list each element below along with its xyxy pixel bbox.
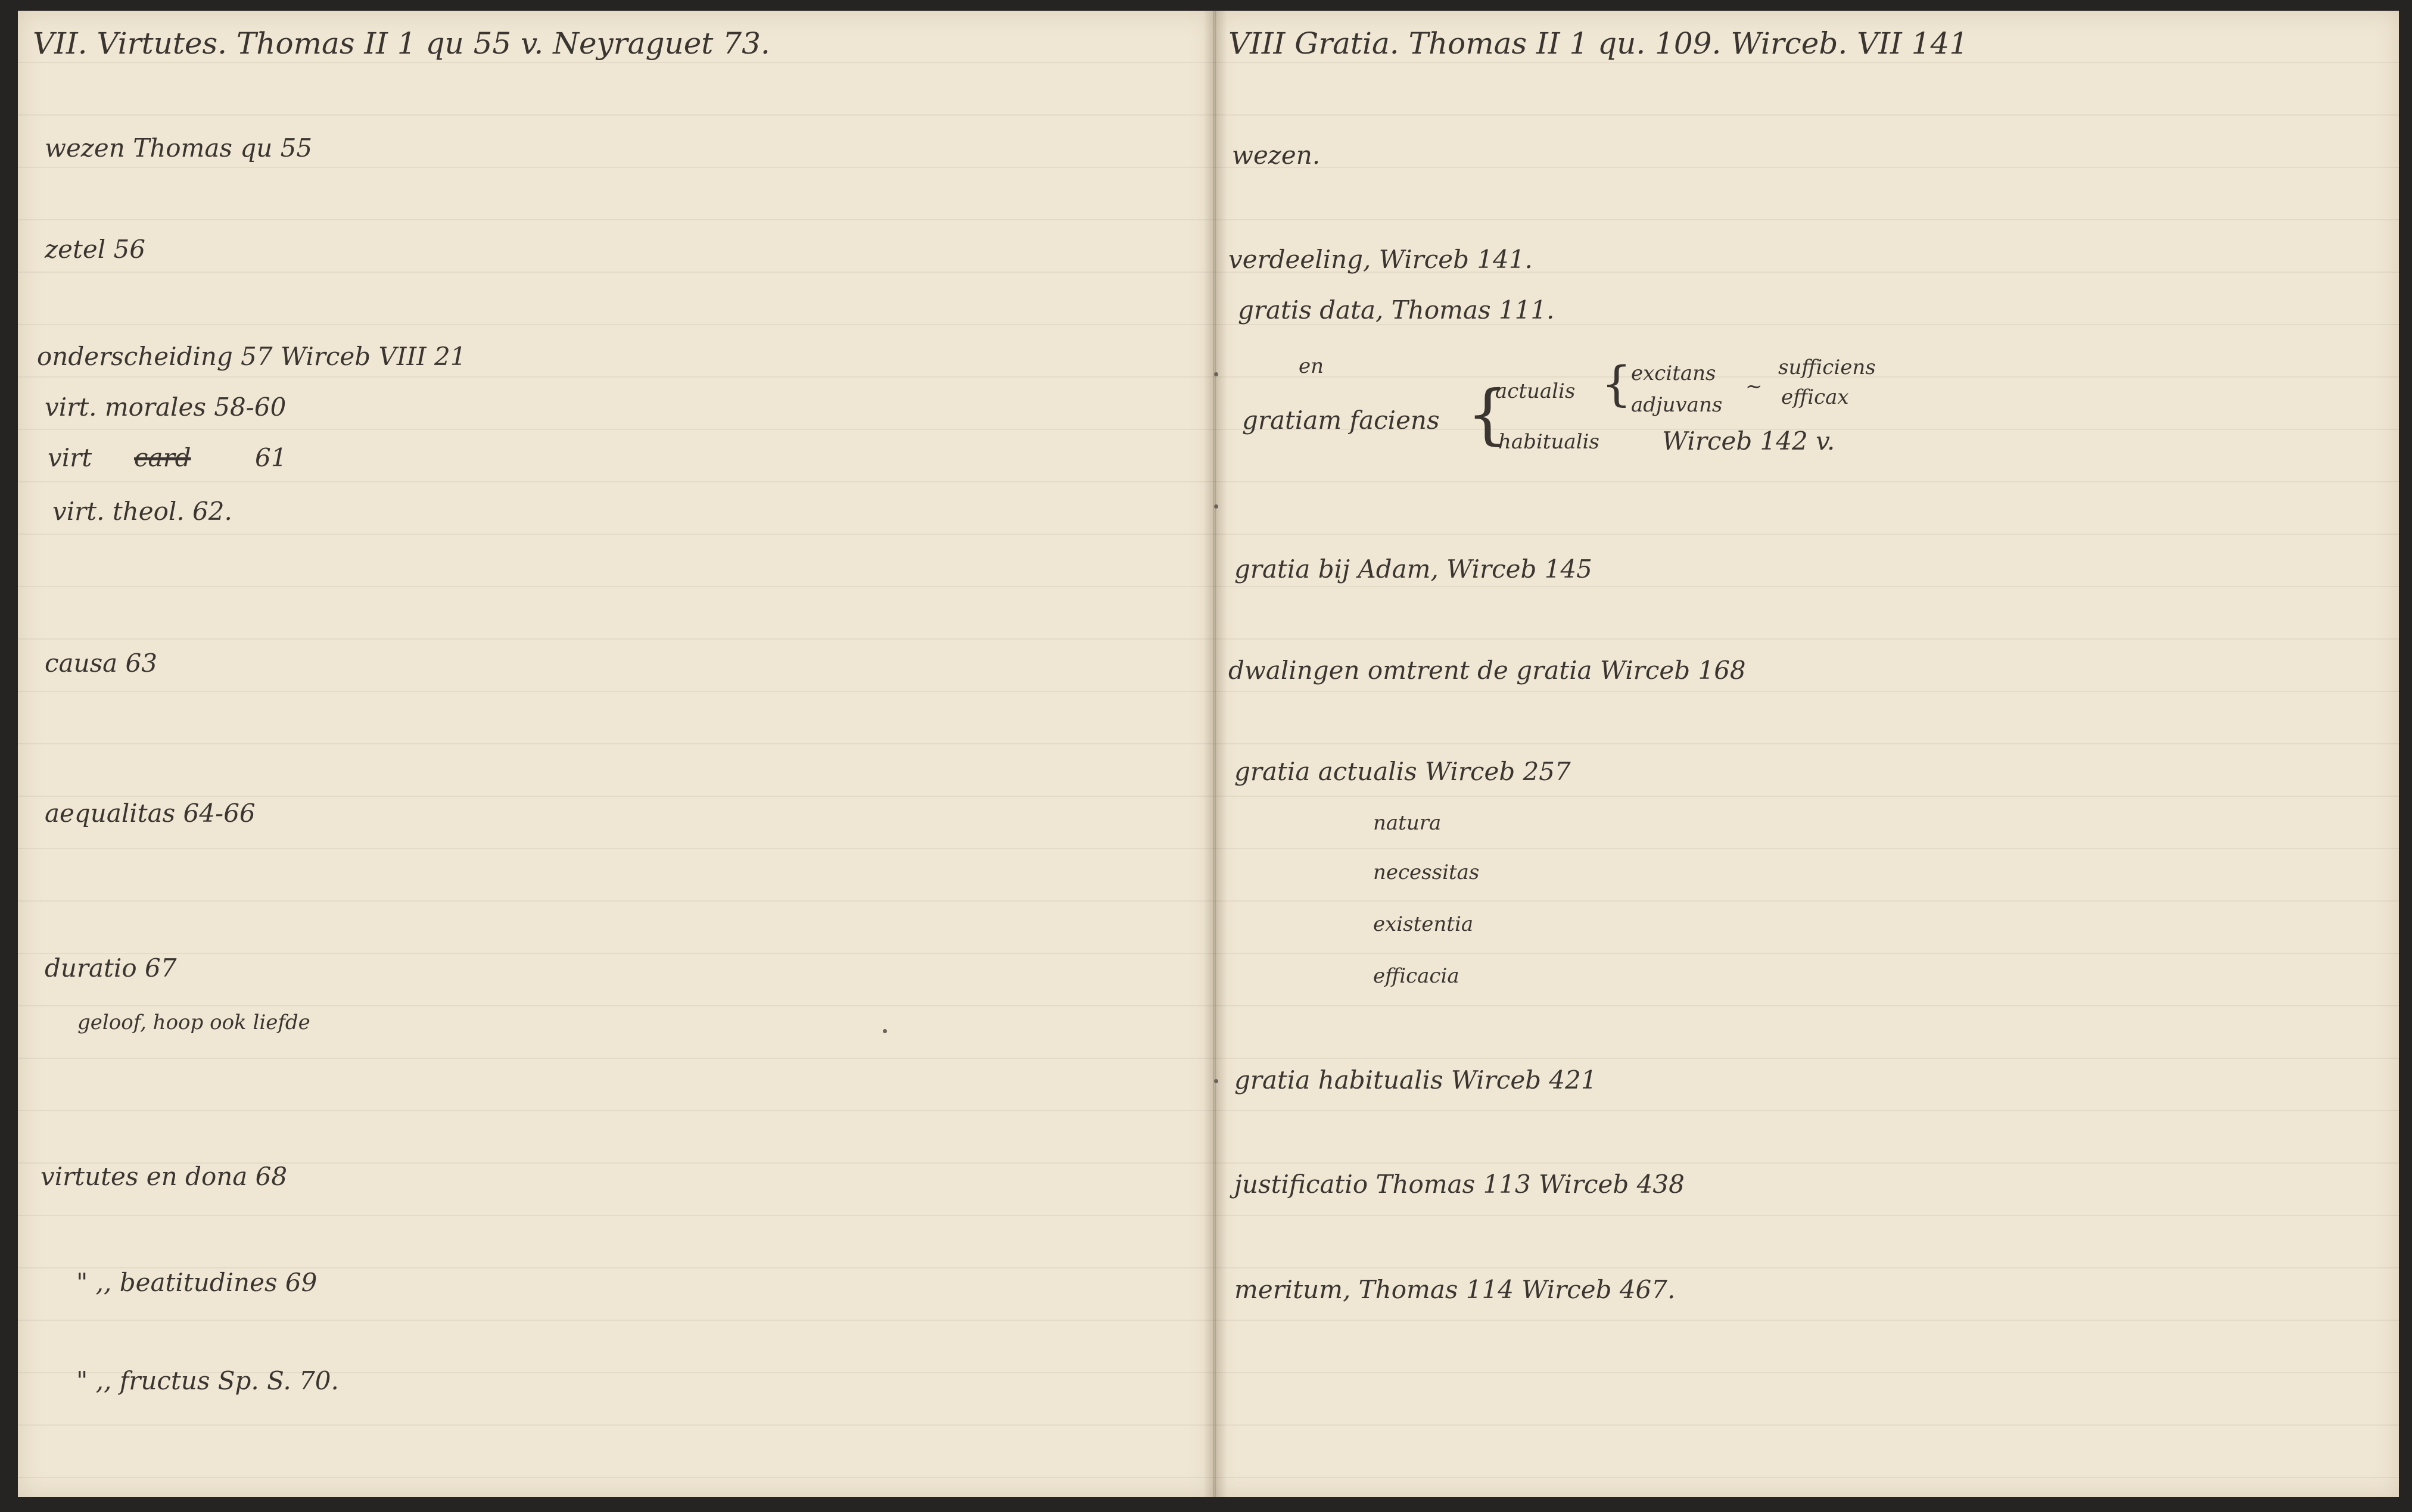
note-line: efficax	[1781, 385, 1849, 409]
note-line: virtutes en dona 68	[41, 1162, 288, 1191]
note-line: existentia	[1373, 912, 1474, 936]
note-line: meritum, Thomas 114 Wirceb 467.	[1234, 1275, 1676, 1304]
note-line: gratiam faciens	[1242, 406, 1440, 435]
binding-hole	[1214, 504, 1218, 509]
note-line: wezen Thomas qu 55	[45, 133, 313, 163]
note-line: gratia habitualis Wirceb 421	[1234, 1065, 1597, 1095]
note-line: wezen.	[1232, 141, 1321, 170]
note-line: geloof, hoop ook liefde	[77, 1011, 310, 1034]
note-line: dwalingen omtrent de gratia Wirceb 168	[1228, 656, 1746, 685]
note-line: efficacia	[1373, 964, 1459, 988]
note-line: verdeeling, Wirceb 141.	[1228, 245, 1533, 274]
note-line: gratia actualis Wirceb 257	[1234, 757, 1571, 786]
note-line: Wirceb 142 v.	[1662, 426, 1835, 456]
note-line: en	[1299, 354, 1324, 378]
note-line: habitualis	[1498, 430, 1599, 454]
note-line: zetel 56	[45, 235, 145, 264]
note-line: excitans	[1631, 361, 1716, 385]
brace-inner: {	[1601, 356, 1632, 411]
note-line: actualis	[1495, 379, 1576, 403]
note-line: causa 63	[45, 649, 157, 678]
note-line: gratis data, Thomas 111.	[1238, 295, 1555, 325]
note-line: virt. theol. 62.	[52, 497, 232, 526]
note-line: sufficiens	[1778, 356, 1876, 379]
right-page-heading: VIII Gratia. Thomas II 1 qu. 109. Wirceb. VII 141	[1228, 26, 1969, 61]
note-line: " ,, beatitudines 69	[76, 1268, 318, 1297]
binding-hole	[1214, 1079, 1218, 1083]
note-line: adjuvans	[1631, 393, 1723, 417]
note-line: aequalitas 64-66	[45, 799, 256, 828]
note-line: duratio 67	[45, 953, 177, 983]
note-line: natura	[1373, 811, 1442, 835]
note-line: justificatio Thomas 113 Wirceb 438	[1234, 1170, 1685, 1199]
right-notebook-page	[1213, 11, 2399, 1497]
note-line: gratia bij Adam, Wirceb 145	[1234, 554, 1592, 584]
left-page-heading: VII. Virtutes. Thomas II 1 qu 55 v. Neyraguet 73.	[33, 26, 770, 61]
note-line: virt. morales 58-60	[45, 392, 287, 422]
note-line: necessitas	[1373, 861, 1480, 884]
brace-outer: {	[1467, 376, 1508, 452]
struck-word: card	[134, 443, 191, 472]
note-line: 61	[255, 443, 287, 472]
ink-dot	[883, 1029, 887, 1033]
note-line: " ,, fructus Sp. S. 70.	[76, 1366, 339, 1395]
note-line: virt	[48, 443, 92, 472]
connector-mark: ~	[1745, 375, 1763, 398]
note-line: onderscheiding 57 Wirceb VIII 21	[37, 342, 466, 371]
binding-hole	[1214, 372, 1218, 376]
